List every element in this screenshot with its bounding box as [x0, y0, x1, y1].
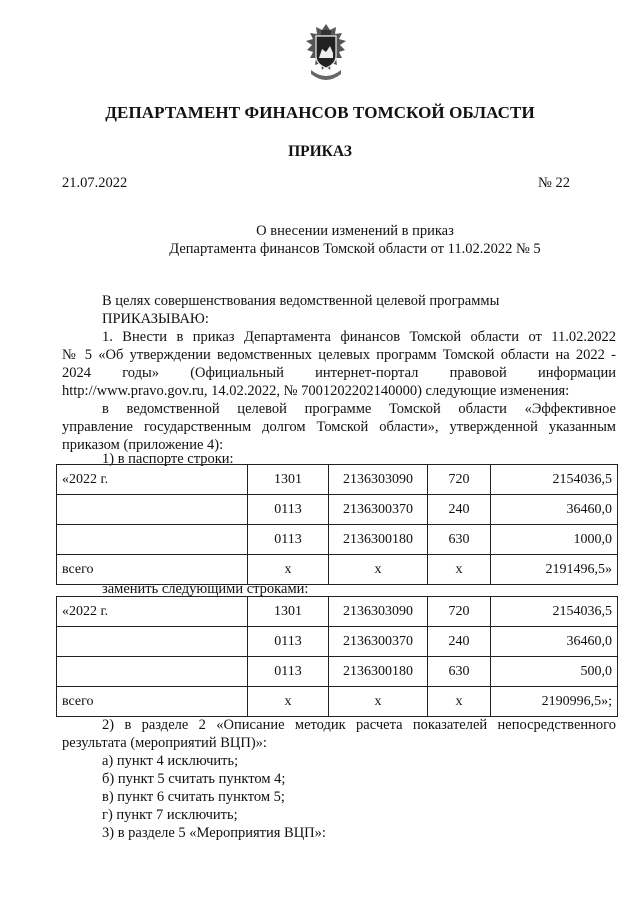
table-cell: х — [329, 687, 428, 717]
subject-line-1: О внесении изменений в приказ — [256, 223, 454, 239]
table-row — [57, 525, 618, 555]
table-cell: 36460,0 — [491, 627, 618, 657]
table-cell: 2136300370 — [329, 627, 428, 657]
table-cell: 2190996,5»; — [491, 687, 618, 717]
paragraph-2-line-2: управление государственным долгом Томской области», утвержденной указанным — [62, 419, 616, 435]
list-item-c: в) пункт 6 считать пунктом 5; — [102, 789, 285, 805]
list-item-d: г) пункт 7 исключить; — [102, 807, 238, 823]
coat-of-arms-emblem — [301, 22, 351, 86]
table-cell: 630 — [428, 525, 491, 555]
table-cell: 2154036,5 — [491, 465, 618, 495]
table-cell: 2136300180 — [329, 657, 428, 687]
table-row — [57, 495, 618, 525]
order-number: № 22 — [538, 175, 570, 191]
table-cell: 0113 — [248, 657, 329, 687]
table-cell: 0113 — [248, 627, 329, 657]
table-new-rows — [56, 596, 618, 717]
paragraph-2-line-3: приказом (приложение 4): — [62, 437, 224, 453]
paragraph-1-line-4: http://www.pravo.gov.ru, 14.02.2022, № 7001202202140000) следующие изменения: — [62, 383, 570, 399]
paragraph-intro: В целях совершенствования ведомственной целевой программы — [102, 293, 500, 309]
table-cell: 36460,0 — [491, 495, 618, 525]
paragraph-1-line-1: 1. Внести в приказ Департамента финансов Томской области от 11.02.2022 — [102, 329, 616, 345]
table-cell: 630 — [428, 657, 491, 687]
table-cell — [57, 525, 248, 555]
table-cell: 720 — [428, 465, 491, 495]
table-cell: 0113 — [248, 495, 329, 525]
list-item-b: б) пункт 5 считать пунктом 4; — [102, 771, 286, 787]
order-date: 21.07.2022 — [62, 175, 128, 191]
table-cell: х — [329, 555, 428, 585]
table-cell: 2136303090 — [329, 597, 428, 627]
table-row — [57, 687, 618, 717]
table-cell: 1301 — [248, 597, 329, 627]
table-cell: всего — [57, 555, 248, 585]
table-cell: х — [248, 687, 329, 717]
table-cell: 2136300180 — [329, 525, 428, 555]
table-cell: х — [428, 687, 491, 717]
table-cell: 500,0 — [491, 657, 618, 687]
paragraph-1-line-3: 2024 годы» (Официальный интернет-портал правовой информации — [62, 365, 616, 381]
list-item-a: а) пункт 4 исключить; — [102, 753, 239, 769]
table-cell: 720 — [428, 597, 491, 627]
paragraph-1-line-2: № 5 «Об утверждении ведомственных целевых программ Томской области на 2022 - — [62, 347, 616, 363]
subject-line-2: Департамента финансов Томской области от 11.02.2022 № 5 — [169, 241, 541, 257]
paragraph-3-line-1: 2) в разделе 2 «Описание методик расчета показателей непосредственного — [102, 717, 616, 733]
table-cell: «2022 г. — [57, 597, 248, 627]
table-cell — [57, 657, 248, 687]
document-type: ПРИКАЗ — [288, 143, 352, 160]
table-cell: 1301 — [248, 465, 329, 495]
table-cell: 240 — [428, 495, 491, 525]
table-row — [57, 597, 618, 627]
table-cell — [57, 495, 248, 525]
table-row — [57, 657, 618, 687]
table-cell: 2191496,5» — [491, 555, 618, 585]
table-cell: 240 — [428, 627, 491, 657]
order-subject — [0, 222, 640, 258]
table-cell — [57, 627, 248, 657]
table-cell: 2136303090 — [329, 465, 428, 495]
paragraph-2-line-1: в ведомственной целевой программе Томской области «Эффективное — [102, 401, 616, 417]
paragraph-3-line-2: результата (мероприятий ВЦП)»: — [62, 735, 267, 751]
table-cell: 2136300370 — [329, 495, 428, 525]
paragraph-4: 3) в разделе 5 «Мероприятия ВЦП»: — [102, 825, 326, 841]
table-row — [57, 465, 618, 495]
table-cell: 0113 — [248, 525, 329, 555]
table-old-rows — [56, 464, 618, 585]
table-row — [57, 627, 618, 657]
table-cell: «2022 г. — [57, 465, 248, 495]
table-cell: всего — [57, 687, 248, 717]
department-title: ДЕПАРТАМЕНТ ФИНАНСОВ ТОМСКОЙ ОБЛАСТИ — [105, 103, 535, 122]
paragraph-order-word: ПРИКАЗЫВАЮ: — [102, 311, 209, 327]
replace-rows-label: заменить следующими строками: — [102, 581, 309, 597]
passport-rows-label: 1) в паспорте строки: — [102, 451, 234, 467]
table-cell: х — [248, 555, 329, 585]
table-cell: 1000,0 — [491, 525, 618, 555]
table-cell: 2154036,5 — [491, 597, 618, 627]
table-cell: х — [428, 555, 491, 585]
